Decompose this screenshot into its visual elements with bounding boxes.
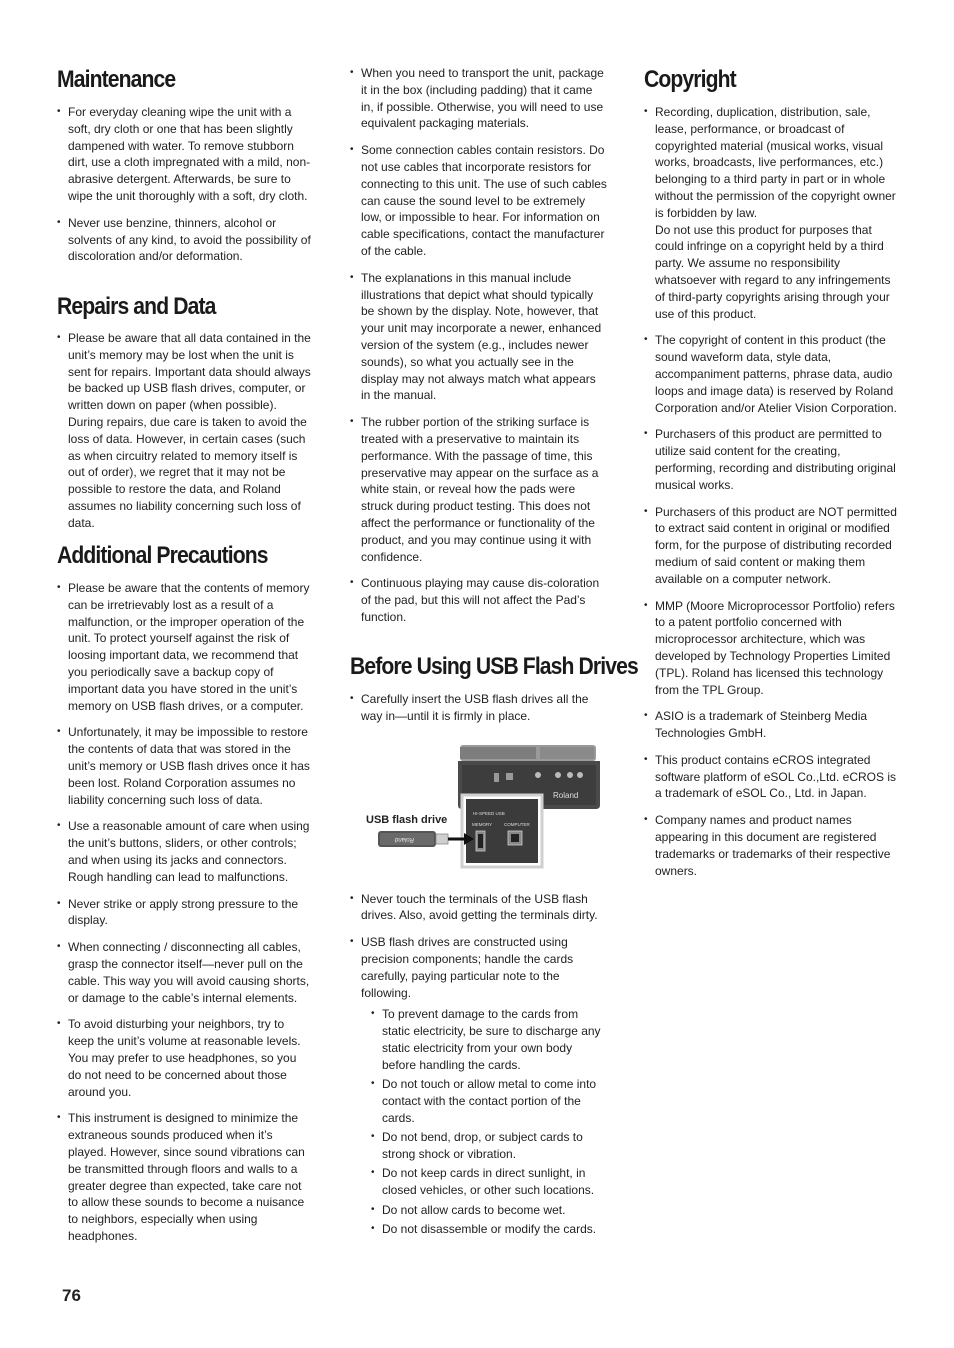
precautions-heading: Additional Precautions <box>57 542 268 569</box>
usb-list-top <box>350 691 608 725</box>
precautions-list <box>57 580 313 1245</box>
usb-list-bottom <box>350 891 608 1238</box>
list-item: • MMP (Moore Microprocessor Portfolio) refers to a patent portfolio concerned with microprocessor architecture, which was developed by Technology Properties Limited (TPL). Roland has licensed this technology from the TPL Group. <box>644 598 900 699</box>
list-item: • Never use benzine, thinners, alcohol or solvents of any kind, to avoid the possibility of discoloration and/or deformation. <box>57 215 313 265</box>
sub-list-item: • Do not touch or allow metal to come into contact with the contact portion of the cards. <box>371 1076 608 1126</box>
list-item: • Purchasers of this product are NOT permitted to extract said content in original or modified form, for the purpose of distributing recorded medium of said content or making them available on a computer network. <box>644 504 900 588</box>
list-item <box>644 104 900 322</box>
list-item: • This product contains eCROS integrated software platform of eSOL Co.,Ltd. eCROS is a trademark of eSOL Co., Ltd. in Japan. <box>644 752 900 802</box>
list-item: • Please be aware that all data contained in the unit’s memory may be lost when the unit is sent for repairs. Important data should always be backed up USB flash drives, computer, or written down on paper (when possible). During repairs, due care is taken to avoid the loss of data. However, in certain cases (such as when circuitry related to memory itself is out of order), we regret that it may not be possible to restore the data, and Roland assumes no liability concerning such loss of data. <box>57 330 313 532</box>
maintenance-list <box>57 104 313 265</box>
list-item: • ASIO is a trademark of Steinberg Media Technologies GmbH. <box>644 708 900 742</box>
cards-sublist <box>361 1006 608 1237</box>
list-item: • To avoid disturbing your neighbors, try to keep the unit’s volume at reasonable levels. You may prefer to use headphones, so you do not need to be concerned about those around you. <box>57 1016 313 1100</box>
list-item: • When you need to transport the unit, package it in the box (including padding) that it came in, if possible. Otherwise, you will need to use equivalent packaging materials. <box>350 65 608 132</box>
list-item: • The explanations in this manual include illustrations that depict what should typically be shown by the display. Note, however, that your unit may incorporate a newer, enhanced version of the system (e.g., includes newer sounds), so what you actually see in the display may not always match what appears in the manual. <box>350 270 608 404</box>
list-item: • Unfortunately, it may be impossible to restore the contents of data that was stored in the unit’s memory or USB flash drives once it has been lost. Roland Corporation assumes no liability concerning such loss of data. <box>57 724 313 808</box>
list-item: • Never touch the terminals of the USB flash drives. Also, avoid getting the terminals dirty. <box>350 891 608 925</box>
list-item: • The copyright of content in this product (the sound waveform data, style data, accompaniment patterns, phrase data, audio loops and image data) is reserved by Roland Corporation and/or Atelier Vision Corporation. <box>644 332 900 416</box>
copyright-list <box>644 104 900 879</box>
usb-illustration <box>350 743 608 883</box>
drive-brand-label: Roland <box>394 835 414 842</box>
list-item: • Please be aware that the contents of memory can be irretrievably lost as a result of a malfunction, or the improper operation of the unit. To protect yourself against the risk of loosing important data, we recommend that you periodically save a backup copy of important data you have stored in the unit’s memory on USB flash drives, or a computer. <box>57 580 313 714</box>
list-item <box>350 934 608 1238</box>
list-item: • For everyday cleaning wipe the unit with a soft, dry cloth or one that has been slightly dampened with water. To remove stubborn dirt, use a cloth impregnated with a mild, non-abrasive detergent. Afterwards, be sure to wipe the unit thoroughly with a soft, dry cloth. <box>57 104 313 205</box>
sub-list-item: • Do not keep cards in direct sunlight, in closed vehicles, or other such locations. <box>371 1165 608 1199</box>
list-item: • When connecting / disconnecting all cables, grasp the connector itself—never pull on the cable. This way you will avoid causing shorts, or damage to the cable’s internal elements. <box>57 939 313 1006</box>
sub-list-item: • To prevent damage to the cards from static electricity, be sure to discharge any static electricity from your own body before handling the cards. <box>371 1006 608 1073</box>
copyright-item-extra: Do not use this product for purposes that could infringe on a copyright held by a third party. We assume no responsibility whatsoever with regard to any infringements of third-party copyrights arising through your use of this product. <box>655 222 891 321</box>
sub-list-item: • Do not allow cards to become wet. <box>371 1202 608 1219</box>
list-item: • Never strike or apply strong pressure to the display. <box>57 896 313 930</box>
usb-flash-drive-icon <box>378 831 448 847</box>
repairs-heading: Repairs and Data <box>57 293 216 320</box>
precautions-list-continued <box>350 65 608 626</box>
list-item: • The rubber portion of the striking surface is treated with a preservative to maintain its performance. With the passage of time, this preservative may appear on the surface as a white stain, or reveal how the pads were struck during product testing. This does not affect the performance or functionality of the product, and you may continue using it with confidence. <box>350 414 608 565</box>
usb-section <box>350 691 608 1240</box>
list-item: • Company names and product names appearing in this document are registered trademarks or trademarks of their respective owners. <box>644 812 900 879</box>
copyright-heading: Copyright <box>644 66 736 93</box>
port-computer-label: COMPUTER <box>504 821 530 827</box>
list-item: • Some connection cables contain resistors. Do not use cables that incorporate resistors for connecting to this unit. The use of such cables can cause the sound level to be extremely low, or impossible to hear. For information on cable specifications, contact the manufacturer of the cable. <box>350 142 608 260</box>
maintenance-heading: Maintenance <box>57 66 176 93</box>
usb-drive-label: USB flash drive <box>366 813 448 826</box>
usb-heading: Before Using USB Flash Drives <box>350 653 638 680</box>
list-item: • Use a reasonable amount of care when using the unit’s buttons, sliders, or other controls; and when using its jacks and connectors. Rough handling can lead to malfunctions. <box>57 818 313 885</box>
list-item: • This instrument is designed to minimize the extraneous sounds produced when it’s played. However, since sound vibrations can be transmitted through floors and walls to a greater degree than expected, take care not to allow these sounds to become a nuisance to neighbors, especially when using headphones. <box>57 1110 313 1244</box>
usb-insert-figure <box>350 743 608 883</box>
copyright-item-text: Recording, duplication, distribution, sale, lease, performance, or broadcast of copyrighted material (musical works, visual works, broadcasts, live performances, etc.) belonging to a third party in part or in whole without the permission of the copyright owner is forbidden by law. <box>655 105 896 220</box>
page-number: 76 <box>62 1286 81 1305</box>
list-item: • Continuous playing may cause dis-coloration of the pad, but this will not affect the Pad’s function. <box>350 575 608 625</box>
sub-list-item: • Do not bend, drop, or subject cards to strong shock or vibration. <box>371 1129 608 1163</box>
device-brand-label: Roland <box>553 790 579 800</box>
port-memory-label: MEMORY <box>472 821 493 827</box>
list-item: • Carefully insert the USB flash drives all the way in—until it is firmly in place. <box>350 691 608 725</box>
repairs-list <box>57 330 313 532</box>
sub-list-item: • Do not disassemble or modify the cards. <box>371 1221 608 1238</box>
usb-port-closeup <box>462 795 542 867</box>
port-header-label: HI-SPEED USB <box>473 810 505 816</box>
cards-intro: USB flash drives are constructed using precision components; handle the cards carefully, paying particular note to the following. <box>361 935 574 1000</box>
list-item: • Purchasers of this product are permitted to utilize said content for the creating, performing, recording and distributing original musical works. <box>644 426 900 493</box>
